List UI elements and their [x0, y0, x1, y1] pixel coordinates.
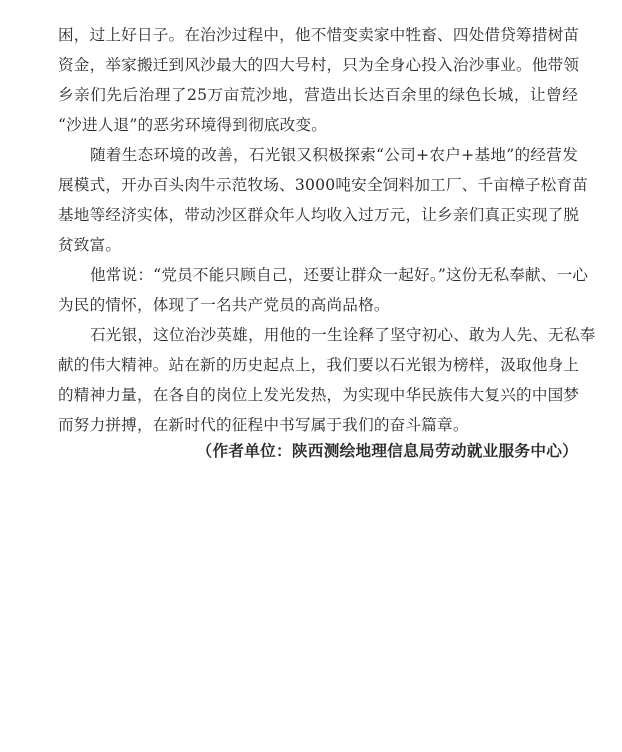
paragraph-4-line-1: 石光银，这位治沙英雄，用他的一生诠释了坚守初心、敢为人先、无私奉 — [90, 326, 596, 344]
paragraph-2-line-1: 随着生态环境的改善，石光银又积极探索“公司+农户+基地”的经营发 — [90, 146, 578, 164]
paragraph-2-line-4: 贫致富。 — [58, 236, 122, 254]
paragraph-1-line-3: 乡亲们先后治理了25万亩荒沙地，营造出长达百余里的绿色长城，让曾经 — [58, 86, 578, 104]
paragraph-1-line-1: 困，过上好日子。在治沙过程中，他不惜变卖家中牲畜、四处借贷筹措树苗 — [58, 26, 580, 44]
paragraph-2-line-3: 基地等经济实体，带动沙区群众年人均收入过万元，让乡亲们真正实现了脱 — [58, 206, 580, 224]
author-affiliation: （作者单位：陕西测绘地理信息局劳动就业服务中心） — [196, 441, 578, 460]
paragraph-3-line-1: 他常说：“党员不能只顾自己，还要让群众一起好。”这份无私奉献、一心 — [90, 266, 589, 284]
paragraph-1-line-4: “沙进人退”的恶劣环境得到彻底改变。 — [58, 116, 328, 134]
paragraph-4-line-4: 而努力拼搏，在新时代的征程中书写属于我们的奋斗篇章。 — [58, 416, 469, 434]
paragraph-2-line-2: 展模式，开办百头肉牛示范牧场、3000吨安全饲料加工厂、千亩樟子松育苗 — [58, 176, 589, 194]
paragraph-4-line-3: 的精神力量，在各自的岗位上发光发热，为实现中华民族伟大复兴的中国梦 — [58, 386, 580, 404]
paragraph-3-line-2: 为民的情怀，体现了一名共产党员的高尚品格。 — [58, 296, 390, 314]
paragraph-4-line-2: 献的伟大精神。站在新的历史起点上，我们要以石光银为榜样，汲取他身上 — [58, 356, 580, 374]
paragraph-1-line-2: 资金，举家搬迁到风沙最大的四大号村，只为全身心投入治沙事业。他带领 — [58, 56, 580, 74]
